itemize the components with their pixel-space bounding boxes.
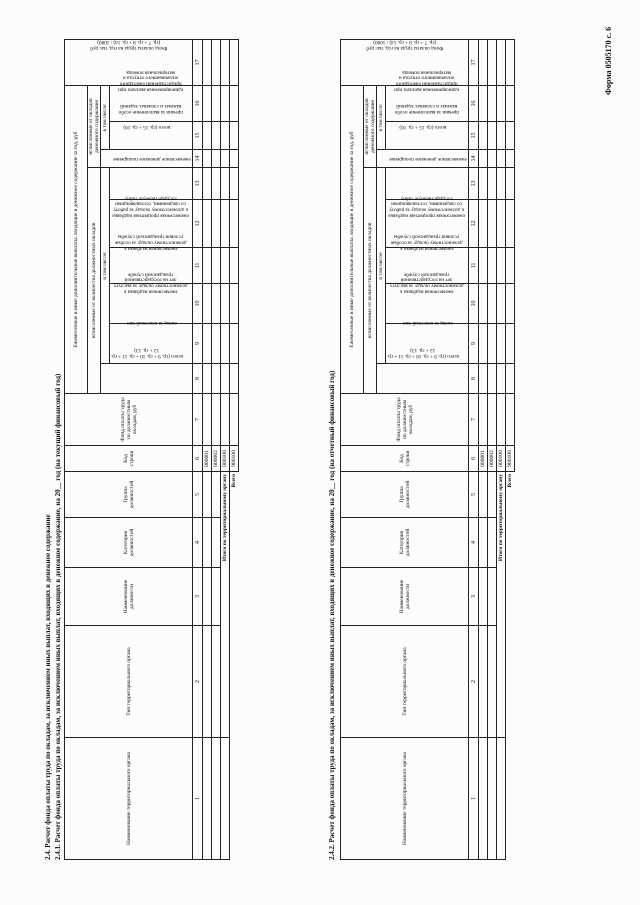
col-num: 13 — [193, 168, 203, 200]
cell[interactable] — [506, 324, 515, 364]
header-including-b: в том числе: — [377, 85, 386, 149]
header-extra-payments: Ежемесячные и иные дополнительные выплаты, входящие в денежное содержание за год, руб — [341, 85, 364, 393]
cell[interactable] — [203, 284, 212, 324]
cell[interactable] — [212, 150, 221, 168]
cell[interactable] — [488, 168, 497, 200]
header-col-10: ежемесячная надбавка к должностному окладу за выслугу лет на государственной гражданской службе — [386, 284, 469, 324]
col-num: 6 — [469, 446, 479, 472]
col-num: 13 — [469, 168, 479, 200]
cell[interactable] — [212, 394, 221, 446]
header-col-9: оклад за классный чин — [386, 324, 469, 364]
header-including-a: в том числе: — [377, 168, 386, 364]
col-num: 15 — [193, 122, 203, 150]
header-position-category: Категория должностей — [341, 518, 469, 568]
cell[interactable] — [230, 168, 239, 200]
cell[interactable] — [488, 122, 497, 150]
header-by-count: исчисляемые от количества должностных окладов — [364, 168, 377, 394]
cell[interactable] — [497, 364, 506, 394]
header-total-8: всего (гр. 9 + гр. 10 + гр. 11 + гр. 12 + гр. 13) — [377, 364, 469, 394]
cell[interactable] — [212, 248, 221, 284]
cell[interactable] — [497, 39, 506, 85]
col-num: 5 — [469, 472, 479, 518]
cell[interactable] — [497, 324, 506, 364]
cell[interactable] — [230, 150, 239, 168]
cell[interactable] — [230, 364, 239, 394]
col-num: 7 — [469, 394, 479, 446]
table-row — [488, 39, 497, 859]
cell[interactable] — [212, 364, 221, 394]
cell[interactable] — [479, 324, 488, 364]
cell[interactable] — [203, 200, 212, 248]
cell[interactable] — [230, 324, 239, 364]
cell[interactable] — [203, 738, 212, 860]
cell[interactable] — [203, 626, 212, 738]
col-num: 14 — [193, 150, 203, 168]
col-num: 17 — [469, 39, 479, 85]
col-num: 15 — [469, 122, 479, 150]
total-territorial-label: Итого по территориальному органу — [497, 472, 506, 738]
cell[interactable] — [506, 394, 515, 446]
cell[interactable] — [212, 85, 221, 121]
col-num: 9 — [193, 324, 203, 364]
cell[interactable] — [212, 626, 221, 738]
cell[interactable] — [497, 200, 506, 248]
cell[interactable] — [221, 168, 230, 200]
table-current-year — [64, 39, 239, 860]
col-num: 12 — [193, 200, 203, 248]
cell[interactable] — [212, 168, 221, 200]
cell[interactable] — [221, 85, 230, 121]
col-num: 12 — [469, 200, 479, 248]
table-row — [203, 39, 212, 859]
header-col-9: оклад за классный чин — [110, 324, 193, 364]
total-territorial-label: Итого по территориальному органу — [221, 472, 230, 738]
cell[interactable] — [212, 284, 221, 324]
col-num: 7 — [193, 394, 203, 446]
cell[interactable] — [479, 122, 488, 150]
header-annual-fund: Фонд оплаты труда на год, тыс руб (гр. 7 + гр. 8 + гр. 14) / 1000) — [341, 39, 469, 85]
col-num: 16 — [193, 85, 203, 121]
cell[interactable] — [203, 324, 212, 364]
table-row — [212, 39, 221, 859]
row-code: 000100 — [221, 446, 230, 472]
cell[interactable] — [479, 168, 488, 200]
header-including-b: в том числе: — [101, 85, 110, 149]
form-id: Форма 0505170 с. 6 — [604, 26, 613, 95]
cell[interactable] — [212, 472, 221, 518]
subsection-title-2: 2.4.2. Расчет фонда оплаты труда по окладам, за исключением иных выплат, входящих в денежное содержание, на 20__ год (на отчетный финансовый год) — [328, 370, 336, 860]
cell[interactable] — [506, 248, 515, 284]
cell[interactable] — [221, 364, 230, 394]
cell[interactable] — [488, 364, 497, 394]
cell[interactable] — [506, 85, 515, 121]
column-number-row — [193, 39, 203, 859]
cell[interactable] — [479, 284, 488, 324]
cell[interactable] — [203, 39, 212, 85]
rotated-content — [40, 40, 620, 860]
cell[interactable] — [203, 364, 212, 394]
cell[interactable] — [212, 568, 221, 626]
cell[interactable] — [488, 626, 497, 738]
cell[interactable] — [506, 39, 515, 85]
cell[interactable] — [221, 39, 230, 85]
cell[interactable] — [497, 168, 506, 200]
header-by-content: исчисляемые от окладов денежного содержания — [88, 85, 101, 167]
cell[interactable] — [212, 122, 221, 150]
header-by-content: исчисляемые от окладов денежного содержания — [364, 85, 377, 167]
col-num: 2 — [469, 626, 479, 738]
header-row-code: Код строки — [341, 446, 469, 472]
row-code: 000002 — [488, 446, 497, 472]
cell[interactable] — [203, 85, 212, 121]
header-total-14: всего (гр. 15 + гр. 16) — [377, 150, 469, 168]
cell[interactable] — [506, 364, 515, 394]
header-extra-payments: Ежемесячные и иные дополнительные выплаты, входящие в денежное содержание за год, руб — [65, 85, 88, 393]
header-position-group: Группа должностей — [341, 472, 469, 518]
cell[interactable] — [479, 626, 488, 738]
header-fund-salary: Фонд оплаты труда по должностным окладам, руб — [65, 394, 193, 446]
column-number-row — [469, 39, 479, 859]
section-heading: 2.4. Расчет фонда оплаты труда по окладам, за исключением иных выплат, входящих в денежное содержание — [44, 514, 52, 860]
total-territorial-row — [221, 39, 230, 859]
cell[interactable] — [479, 518, 488, 568]
col-num: 16 — [469, 85, 479, 121]
cell[interactable] — [488, 394, 497, 446]
col-num: 4 — [193, 518, 203, 568]
col-num: 1 — [469, 738, 479, 860]
cell[interactable] — [497, 150, 506, 168]
cell[interactable] — [479, 85, 488, 121]
cell[interactable] — [230, 39, 239, 85]
header-col-16: единовременная выплата при предоставлении ежегодного оплачиваемого отпуска и материальная помощь — [110, 85, 193, 121]
header-col-12: ежемесячная процентная надбавка к должностному окладу за работу со сведениями, составляющими государственную тайну — [386, 200, 469, 248]
header-col-10: ежемесячная надбавка к должностному окладу за выслугу лет на государственной гражданской службе — [110, 284, 193, 324]
col-num: 14 — [469, 150, 479, 168]
cell[interactable] — [497, 248, 506, 284]
cell[interactable] — [230, 85, 239, 121]
col-num: 2 — [193, 626, 203, 738]
cell[interactable] — [221, 324, 230, 364]
cell[interactable] — [479, 248, 488, 284]
cell[interactable] — [479, 568, 488, 626]
cell[interactable] — [488, 85, 497, 121]
header-col-11: ежемесячная надбавка к должностному окладу за особые условия гражданской службы — [386, 248, 469, 284]
cell[interactable] — [479, 200, 488, 248]
col-num: 17 — [193, 39, 203, 85]
cell[interactable] — [488, 150, 497, 168]
cell[interactable] — [203, 472, 212, 518]
cell[interactable] — [203, 394, 212, 446]
cell[interactable] — [221, 738, 230, 860]
cell[interactable] — [506, 150, 515, 168]
col-num: 10 — [193, 284, 203, 324]
grand-total-row — [230, 39, 239, 859]
total-territorial-row — [497, 39, 506, 859]
cell[interactable] — [497, 738, 506, 860]
table-reporting-year — [340, 39, 515, 860]
grand-total-label: Всего — [506, 472, 515, 860]
row-code: 900100 — [230, 446, 239, 472]
col-num: 9 — [469, 324, 479, 364]
cell[interactable] — [230, 248, 239, 284]
cell[interactable] — [221, 122, 230, 150]
header-total-8: всего (гр. 9 + гр. 10 + гр. 11 + гр. 12 + гр. 13) — [101, 364, 193, 394]
cell[interactable] — [203, 518, 212, 568]
cell[interactable] — [488, 39, 497, 85]
col-num: 1 — [193, 738, 203, 860]
grand-total-row — [506, 39, 515, 859]
cell[interactable] — [497, 394, 506, 446]
header-position-category: Категория должностей — [65, 518, 193, 568]
col-num: 5 — [193, 472, 203, 518]
cell[interactable] — [212, 738, 221, 860]
grand-total-label: Всего — [230, 472, 239, 860]
cell[interactable] — [230, 122, 239, 150]
cell[interactable] — [479, 39, 488, 85]
col-num: 3 — [193, 568, 203, 626]
cell[interactable] — [203, 248, 212, 284]
cell[interactable] — [221, 284, 230, 324]
cell[interactable] — [497, 85, 506, 121]
col-num: 11 — [469, 248, 479, 284]
cell[interactable] — [479, 738, 488, 860]
cell[interactable] — [506, 284, 515, 324]
cell[interactable] — [488, 472, 497, 518]
header-col-15: премии за выполнение особо важных и сложных заданий — [386, 122, 469, 150]
header-col-13: ежемесячное денежное поощрение — [386, 168, 469, 200]
cell[interactable] — [221, 200, 230, 248]
header-row-code: Код строки — [65, 446, 193, 472]
header-org-name: Наименование территориального органа — [341, 738, 469, 860]
header-org-type: Тип территориального органа — [341, 626, 469, 738]
cell[interactable] — [203, 122, 212, 150]
cell[interactable] — [212, 200, 221, 248]
cell[interactable] — [506, 200, 515, 248]
cell[interactable] — [212, 518, 221, 568]
cell[interactable] — [506, 168, 515, 200]
row-code: 000002 — [212, 446, 221, 472]
cell[interactable] — [230, 284, 239, 324]
cell[interactable] — [221, 150, 230, 168]
col-num: 8 — [193, 364, 203, 394]
cell[interactable] — [230, 200, 239, 248]
cell[interactable] — [488, 200, 497, 248]
cell[interactable] — [488, 568, 497, 626]
cell[interactable] — [479, 364, 488, 394]
cell[interactable] — [479, 150, 488, 168]
col-num: 3 — [469, 568, 479, 626]
row-code: 000001 — [479, 446, 488, 472]
header-total-14: всего (гр. 15 + гр. 16) — [101, 150, 193, 168]
header-position-name: Наименование должности — [65, 568, 193, 626]
cell[interactable] — [203, 168, 212, 200]
header-position-group: Группа должностей — [65, 472, 193, 518]
cell[interactable] — [488, 248, 497, 284]
header-col-11: ежемесячная надбавка к должностному окладу за особые условия гражданской службы — [110, 248, 193, 284]
cell[interactable] — [506, 122, 515, 150]
header-position-name: Наименование должности — [341, 568, 469, 626]
header-annual-fund: Фонд оплаты труда на год, тыс руб (гр. 7 + гр. 8 + гр. 14) / 1000) — [65, 39, 193, 85]
header-fund-salary: Фонд оплаты труда по должностным окладам, руб — [341, 394, 469, 446]
cell[interactable] — [203, 568, 212, 626]
row-code: 000001 — [203, 446, 212, 472]
cell[interactable] — [497, 122, 506, 150]
header-org-name: Наименование территориального органа — [65, 738, 193, 860]
cell[interactable] — [488, 324, 497, 364]
cell[interactable] — [221, 394, 230, 446]
cell[interactable] — [479, 472, 488, 518]
row-code: 000100 — [497, 446, 506, 472]
col-num: 6 — [193, 446, 203, 472]
col-num: 11 — [193, 248, 203, 284]
cell[interactable] — [488, 738, 497, 860]
header-col-13: ежемесячное денежное поощрение — [110, 168, 193, 200]
col-num: 8 — [469, 364, 479, 394]
row-code: 900100 — [506, 446, 515, 472]
subsection-title-1: 2.4.1. Расчет фонда оплаты труда по окладам, за исключением иных выплат, входящих в денежное содержание, на 20__ год (на текущий финансовый год) — [54, 373, 62, 860]
cell[interactable] — [230, 394, 239, 446]
cell[interactable] — [488, 518, 497, 568]
cell[interactable] — [212, 324, 221, 364]
header-org-type: Тип территориального органа — [65, 626, 193, 738]
cell[interactable] — [479, 394, 488, 446]
header-by-count: исчисляемые от количества должностных окладов — [88, 168, 101, 394]
cell[interactable] — [488, 284, 497, 324]
header-col-15: премии за выполнение особо важных и сложных заданий — [110, 122, 193, 150]
table-row — [479, 39, 488, 859]
cell[interactable] — [497, 284, 506, 324]
header-including-a: в том числе: — [101, 168, 110, 364]
header-col-12: ежемесячная процентная надбавка к должностному окладу за работу со сведениями, составляющими государственную тайну — [110, 200, 193, 248]
col-num: 10 — [469, 284, 479, 324]
col-num: 4 — [469, 518, 479, 568]
cell[interactable] — [221, 248, 230, 284]
cell[interactable] — [203, 150, 212, 168]
cell[interactable] — [212, 39, 221, 85]
header-col-16: единовременная выплата при предоставлении ежегодного оплачиваемого отпуска и материальная помощь — [386, 85, 469, 121]
